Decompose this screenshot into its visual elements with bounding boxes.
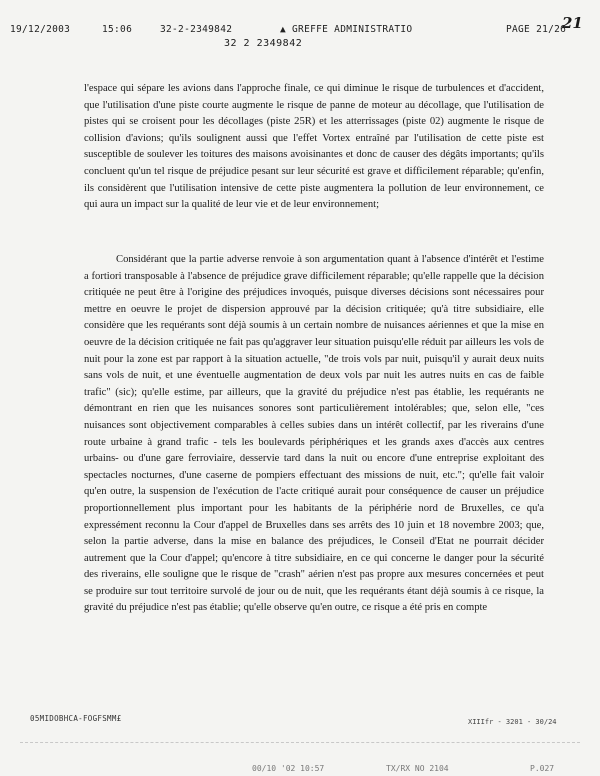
transmission-number: TX/RX NO 2104 xyxy=(386,764,449,773)
handwritten-page-number: 21 xyxy=(562,14,583,32)
fax-date: 19/12/2003 xyxy=(10,24,71,35)
divider xyxy=(20,742,580,744)
paragraph-2: Considérant que la partie adverse renvoie à son argumentation quant à l'absence d'intérêt et l'estime a fortiori transposable à l'absence de préjudice grave difficilement réparable; qu'elle rappelle que la décision critiquée ne peut être à l'origine des préjudices invoqués, puisque diverses décisions sont nécessaires pour mettre en oeuvre le projet de dispersion approuvé par la décision critiquée; qu'à titre subsidiaire, elle considère que les requérants sont déjà soumis à un certain nombre de nuisances aériennes et que la mise en oeuvre de la décision critiquée ne fait pas qu'aggraver leur situation puisqu'elle réduit par ailleurs les vols de nuit pour la zone est par rapport à la situation actuelle, "de trois vols par nuit, puisqu'il y aurait deux nuits sans vols de nuit, et une éventuelle augmentation de deux vols par nuit les autres nuits en cas de faible trafic" (sic); qu'elle estime, par ailleurs, que la gravité du préjudice n'est pas établie, les requérants ne démontrant en rien que les nuisances sonores sont particulièrement intolérables; que, selon elle, "ces nuisances sont objectivement comparables à celles subies dans un intérêt collectif, par les riverains d'une route urbaine à grand trafic - tels les boulevards périphériques et les grands axes d'accès aux centres urbains- ou d'une gare ferroviaire, desservie tard dans la nuit ou encore d'une entreprise exploitant des spectacles nocturnes, d'une caserne de pompiers effectuant des missions de nuit, etc."; qu'elle fait valoir qu'en outre, la suspension de l'exécution de l'acte critiqué aurait pour conséquence de causer un préjudice proportionnellement plus important pour les habitants de la périphérie nord de Bruxelles, ce qu'a expressément reconnu la Cour d'appel de Bruxelles dans ses arrêts des 10 juin et 18 novembre 2003; que, selon la partie adverse, dans la mise en balance des préjudices, le Conseil d'Etat ne pourrait décider autrement que la Cour d'appel; qu'encore à titre subsidiaire, en ce qui concerne le danger pour la sécurité des riverains, elle souligne que le risque de "crash" aérien n'est pas propre aux mesures concernées et peut se produire sur tout territoire survolé de jour ou de nuit, que les requérants étant déjà soumis à ce risque, la gravité du préjudice n'est pas établie; qu'elle observe qu'en outre, ce risque a été pris en compte xyxy=(84,254,544,614)
fax-page-count: PAGE 21/26 xyxy=(506,24,567,35)
fax-number: 32-2-2349842 xyxy=(160,24,233,35)
fax-sender: ▲ GREFFE ADMINISTRATIO xyxy=(280,24,413,35)
fax-header xyxy=(10,24,590,38)
footer-document-code: XIIIfr - 3201 - 30/24 xyxy=(468,718,557,726)
transmission-page: P.027 xyxy=(530,764,555,773)
fax-time: 15:06 xyxy=(102,24,133,35)
transmission-datetime: 00/10 '02 10:57 xyxy=(252,764,325,773)
fax-transmission-footer xyxy=(0,764,600,776)
stamp-number: 32 2 2349842 xyxy=(224,38,303,49)
paragraph-1: l'espace qui sépare les avions dans l'approche finale, ce qui diminue le risque de turbulences et d'accident, que l'utilisation d'une piste courte augmente le risque de panne de moteur au décollage, que l'utilisation de pistes qui se croisent pour les décollages (piste 25R) et les atterrissages (piste 02) augmente le risque de collision d'avions; qu'ils soulignent aussi que l'effet Vortex entraîné par l'utilisation de cette piste est susceptible de soulever les toitures des maisons avoisinantes et donc de causer des dégâts importants; qu'ils concluent qu'un tel risque de préjudice pesant sur leur sécurité est grave et difficilement réparable; qu'enfin, ils considèrent que l'utilisation intensive de cette piste augmentera la pollution de leur environnement, ce qui aura un impact sur la qualité de leur vie et de leur environnement; xyxy=(84,83,544,211)
footer-reference-code: 05MIDOBHCA-FOGFSMM£ xyxy=(30,714,122,723)
